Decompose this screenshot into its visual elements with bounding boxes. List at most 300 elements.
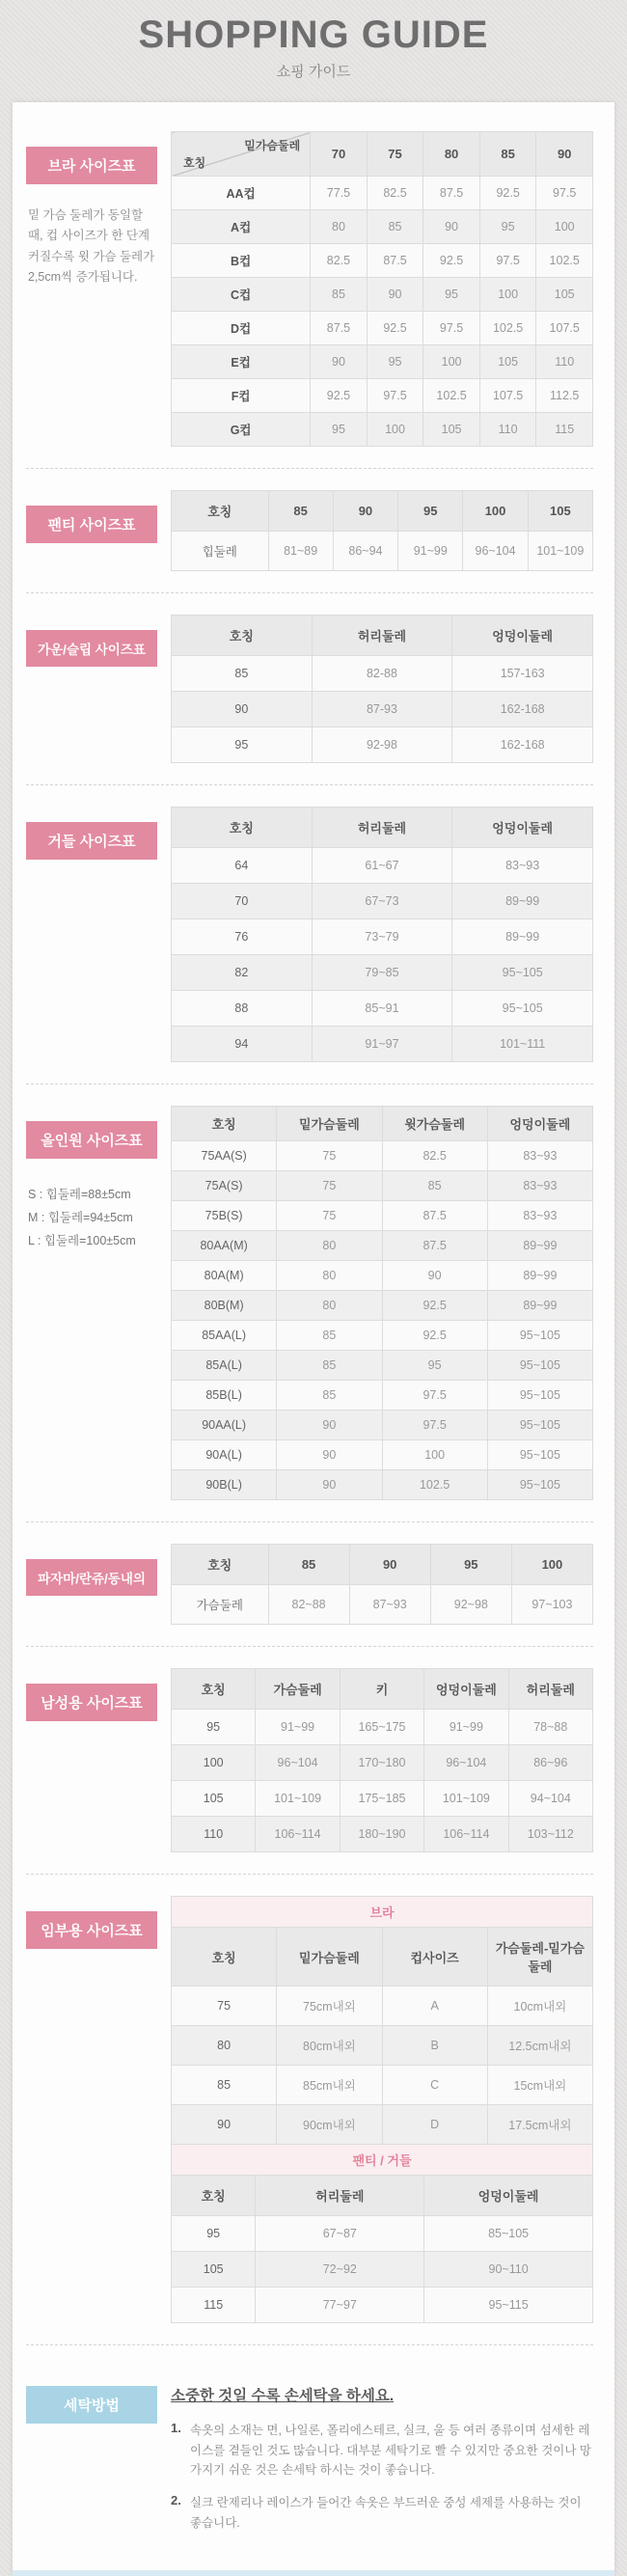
cell-value: 165~175: [340, 1710, 423, 1745]
table-row: [172, 1440, 593, 1470]
section-bra-side: [26, 131, 171, 288]
cell-value: 86~94: [333, 532, 397, 571]
page-header: [0, 0, 627, 91]
row-label: 80B(M): [172, 1291, 277, 1321]
section-divider: [26, 1521, 593, 1522]
cell-value: 89~99: [487, 1291, 592, 1321]
cell-value: B: [382, 2026, 487, 2066]
cell-value: 81~89: [268, 532, 333, 571]
row-label: 95: [172, 727, 313, 763]
column-header: 엉덩이둘레: [487, 1107, 592, 1141]
cell-value: 87.5: [423, 177, 480, 210]
cell-value: 78~88: [508, 1710, 592, 1745]
row-label: A컵: [172, 210, 311, 244]
row-label: 80AA(M): [172, 1231, 277, 1261]
corner-top-label: 밑가슴둘레: [244, 139, 301, 152]
column-header: 85: [268, 1545, 349, 1585]
bra-size-table: [171, 131, 593, 447]
cell-value: 80: [277, 1231, 382, 1261]
table-row: [172, 955, 593, 991]
cell-value: 90: [277, 1470, 382, 1500]
maternity-bra-band: 브라: [171, 1896, 593, 1927]
row-label: 75AA(S): [172, 1141, 277, 1171]
cell-value: 101~109: [424, 1781, 508, 1817]
cell-value: 103~112: [508, 1817, 592, 1852]
cell-value: 95~105: [452, 955, 593, 991]
section-men-side: [26, 1668, 171, 1721]
cell-value: 100: [367, 413, 423, 447]
column-header: 허리둘레: [312, 616, 452, 656]
section-label-bra: 브라 사이즈표: [26, 147, 157, 184]
row-label: 110: [172, 1817, 256, 1852]
table-row: [172, 244, 593, 278]
row-label: 105: [172, 1781, 256, 1817]
cell-value: 95: [311, 413, 368, 447]
cell-value: 61~67: [312, 848, 452, 884]
allinone-note-m: M : 힙둘레=94±5cm: [28, 1210, 133, 1224]
cell-value: 95~105: [487, 1411, 592, 1440]
column-header: 허리둘레: [256, 2176, 424, 2216]
cell-value: 85: [382, 1171, 487, 1201]
row-label: 80: [172, 2026, 277, 2066]
table-row: [172, 312, 593, 345]
row-label: D컵: [172, 312, 311, 345]
table-row: [172, 1411, 593, 1440]
table-row: [172, 532, 593, 571]
washing-title: 소중한 것일 수록 손세탁을 하세요.: [171, 2388, 395, 2404]
column-header: 80: [423, 132, 480, 177]
column-header: 90: [536, 132, 593, 177]
row-label: 95: [172, 2216, 256, 2252]
row-label: 64: [172, 848, 313, 884]
row-label: AA컵: [172, 177, 311, 210]
cell-value: 105: [479, 345, 536, 379]
cell-value: 100: [479, 278, 536, 312]
cell-value: 105: [536, 278, 593, 312]
washing-item-number: 2.: [171, 2492, 181, 2507]
cell-value: 79~85: [312, 955, 452, 991]
table-row: [172, 345, 593, 379]
row-label: F컵: [172, 379, 311, 413]
cell-value: 96~104: [463, 532, 528, 571]
table-header-row: [172, 1545, 593, 1585]
table-row: [172, 2066, 593, 2105]
table-row: [172, 1470, 593, 1500]
cell-value: 10cm내외: [487, 1987, 592, 2026]
cell-value: 80cm내외: [277, 2026, 382, 2066]
row-label: 75B(S): [172, 1201, 277, 1231]
section-girdle-sizes: [26, 807, 593, 1062]
cell-value: 91~99: [398, 532, 463, 571]
washing-item-text: 실크 란제리나 레이스가 들어간 속옷은 부드러운 중성 세제를 사용하는 것이 좋습니다.: [190, 2495, 582, 2530]
allinone-note-s: S : 힙둘레=88±5cm: [28, 1188, 131, 1201]
row-label: E컵: [172, 345, 311, 379]
row-label: 90AA(L): [172, 1411, 277, 1440]
table-row: [172, 278, 593, 312]
cell-value: 87~93: [349, 1585, 430, 1625]
table-row: [172, 1261, 593, 1291]
row-label: 85AA(L): [172, 1321, 277, 1351]
cell-value: 95~105: [452, 991, 593, 1027]
cell-value: 102.5: [423, 379, 480, 413]
cell-value: 102.5: [536, 244, 593, 278]
section-label-gown-slip: 가운/슬립 사이즈표: [26, 630, 157, 667]
cell-value: 162-168: [452, 692, 593, 727]
cell-value: 75: [277, 1171, 382, 1201]
cell-value: 92-98: [312, 727, 452, 763]
cell-value: 85~105: [424, 2216, 593, 2252]
cell-value: 101~109: [256, 1781, 340, 1817]
cell-value: 75: [277, 1141, 382, 1171]
bra-note: 밑 가슴 둘레가 동일할 때, 컵 사이즈가 한 단계 커질수록 윗 가슴 둘레가 2,5cm씩 증가됩니다.: [28, 208, 155, 284]
cell-value: 97.5: [382, 1411, 487, 1440]
column-header: 허리둘레: [312, 808, 452, 848]
cell-value: 90: [277, 1411, 382, 1440]
table-row: [172, 2026, 593, 2066]
cell-value: 102.5: [382, 1470, 487, 1500]
cell-value: 80: [277, 1261, 382, 1291]
washing-content: [171, 2370, 593, 2545]
cell-value: 67~73: [312, 884, 452, 919]
cell-value: 91~99: [424, 1710, 508, 1745]
table-row: [172, 991, 593, 1027]
table-row: [172, 210, 593, 244]
row-label: 70: [172, 884, 313, 919]
table-header-row: [172, 1107, 593, 1141]
girdle-size-table: [171, 807, 593, 1062]
section-divider: [26, 592, 593, 593]
cell-value: 89~99: [487, 1231, 592, 1261]
cell-value: 162-168: [452, 727, 593, 763]
cell-value: 80: [277, 1291, 382, 1321]
row-label: 95: [172, 1710, 256, 1745]
cell-value: A: [382, 1987, 487, 2026]
table-header-row: [172, 1928, 593, 1987]
cell-value: 95: [423, 278, 480, 312]
page-title: SHOPPING GUIDE: [138, 14, 489, 56]
cell-value: 92.5: [311, 379, 368, 413]
section-divider: [26, 784, 593, 785]
table-row: [172, 1291, 593, 1321]
cell-value: 83~93: [487, 1141, 592, 1171]
section-label-men: 남성용 사이즈표: [26, 1684, 157, 1721]
men-size-table: [171, 1668, 593, 1852]
section-pajama-sizes: [26, 1544, 593, 1625]
cell-value: 77.5: [311, 177, 368, 210]
cell-value: 97.5: [367, 379, 423, 413]
cell-value: 90: [367, 278, 423, 312]
gown-table-area: [171, 615, 593, 763]
cell-value: 82.5: [311, 244, 368, 278]
cell-value: 82~88: [268, 1585, 349, 1625]
table-row: [172, 1781, 593, 1817]
panty-table-area: [171, 490, 593, 571]
cell-value: 96~104: [256, 1745, 340, 1781]
column-header: 95: [430, 1545, 511, 1585]
table-header-row: [172, 616, 593, 656]
cell-value: 96~104: [424, 1745, 508, 1781]
column-header: 100: [511, 1545, 592, 1585]
section-pajama-side: [26, 1544, 171, 1596]
row-label: 75A(S): [172, 1171, 277, 1201]
cell-value: 115: [536, 413, 593, 447]
cell-value: 85: [367, 210, 423, 244]
maternity-bra-size-table: [171, 1927, 593, 2145]
table-row: [172, 2105, 593, 2145]
section-divider: [26, 1083, 593, 1084]
section-gown-slip-sizes: [26, 615, 593, 763]
row-label: C컵: [172, 278, 311, 312]
cell-value: 95~115: [424, 2288, 593, 2323]
table-row: [172, 656, 593, 692]
cell-value: 90cm내외: [277, 2105, 382, 2145]
cell-value: 97.5: [382, 1381, 487, 1411]
table-row: [172, 1321, 593, 1351]
section-label-panty: 팬티 사이즈표: [26, 506, 157, 543]
cell-value: 90: [311, 345, 368, 379]
section-panty-side: [26, 490, 171, 543]
cell-value: 92.5: [382, 1321, 487, 1351]
cell-value: 97~103: [511, 1585, 592, 1625]
cell-value: 95~105: [487, 1351, 592, 1381]
column-header: 밑가슴둘레: [277, 1107, 382, 1141]
row-label: G컵: [172, 413, 311, 447]
section-allinone-sizes: [26, 1106, 593, 1500]
cell-value: 100: [423, 345, 480, 379]
section-panty-sizes: [26, 490, 593, 571]
row-label: 가슴둘레: [172, 1585, 269, 1625]
section-label-maternity: 임부용 사이즈표: [26, 1911, 157, 1949]
pajama-table-area: [171, 1544, 593, 1625]
washing-item: [171, 2421, 593, 2480]
section-washing: [26, 2367, 593, 2545]
cell-value: 94~104: [508, 1781, 592, 1817]
section-label-pajama: 파자마/란쥬/동내의: [26, 1559, 157, 1596]
column-header: 호칭: [172, 491, 269, 532]
column-header: 허리둘레: [508, 1669, 592, 1710]
cell-value: 107.5: [479, 379, 536, 413]
cell-value: 87.5: [367, 244, 423, 278]
table-row: [172, 884, 593, 919]
cell-value: C: [382, 2066, 487, 2105]
allinone-table-area: [171, 1106, 593, 1500]
page-subtitle: 쇼핑 가이드: [276, 64, 351, 80]
cell-value: 170~180: [340, 1745, 423, 1781]
column-header: 윗가슴둘레: [382, 1107, 487, 1141]
content-card: [13, 102, 614, 2576]
cell-value: 101~111: [452, 1027, 593, 1062]
cell-value: 91~97: [312, 1027, 452, 1062]
section-label-allinone: 올인원 사이즈표: [26, 1121, 157, 1159]
cell-value: 72~92: [256, 2252, 424, 2288]
cell-value: 86~96: [508, 1745, 592, 1781]
table-header-row: [172, 1669, 593, 1710]
section-label-girdle: 거들 사이즈표: [26, 822, 157, 860]
cell-value: 75: [277, 1201, 382, 1231]
table-row: [172, 1585, 593, 1625]
column-header: 엉덩이둘레: [452, 616, 593, 656]
row-label: 90A(L): [172, 1440, 277, 1470]
cell-value: 92.5: [479, 177, 536, 210]
maternity-table-area: [171, 1896, 593, 2323]
cell-value: 12.5cm내외: [487, 2026, 592, 2066]
cell-value: 85~91: [312, 991, 452, 1027]
cell-value: 95~105: [487, 1381, 592, 1411]
row-label: 85: [172, 656, 313, 692]
gown-slip-size-table: [171, 615, 593, 763]
table-row: [172, 1351, 593, 1381]
table-header-row: [172, 808, 593, 848]
column-header: 75: [367, 132, 423, 177]
row-label: B컵: [172, 244, 311, 278]
column-header: 엉덩이둘레: [452, 808, 593, 848]
section-maternity-sizes: [26, 1896, 593, 2323]
table-row: [172, 1987, 593, 2026]
row-label: 88: [172, 991, 313, 1027]
column-header: 엉덩이둘레: [424, 2176, 593, 2216]
cell-value: 89~99: [452, 884, 593, 919]
cell-value: 82-88: [312, 656, 452, 692]
column-header: 90: [333, 491, 397, 532]
cell-value: 175~185: [340, 1781, 423, 1817]
section-divider: [26, 2344, 593, 2345]
table-row: [172, 1710, 593, 1745]
row-label: 90: [172, 2105, 277, 2145]
cell-value: 87-93: [312, 692, 452, 727]
row-label: 80A(M): [172, 1261, 277, 1291]
row-label: 85A(L): [172, 1351, 277, 1381]
cell-value: 110: [536, 345, 593, 379]
bra-corner-header: [172, 132, 311, 177]
cell-value: 87.5: [382, 1201, 487, 1231]
cell-value: 80: [311, 210, 368, 244]
allinone-size-table: [171, 1106, 593, 1500]
cell-value: 92.5: [382, 1291, 487, 1321]
table-row: [172, 848, 593, 884]
cell-value: 95~105: [487, 1440, 592, 1470]
section-men-sizes: [26, 1668, 593, 1852]
table-row: [172, 1027, 593, 1062]
cell-value: 95~105: [487, 1321, 592, 1351]
section-bra-sizes: [26, 131, 593, 447]
washing-item-text: 속옷의 소재는 면, 나일론, 폴리에스테르, 실크, 울 등 여러 종류이며 섬세한 레이스를 곁들인 것도 많습니다. 대부분 세탁기로 빨 수 있지만 중요한 것이나 망가지기 쉬운 것은 손세탁 하시는 것이 좋습니다.: [190, 2424, 592, 2478]
table-row: [172, 1381, 593, 1411]
table-row: [172, 1201, 593, 1231]
cell-value: 73~79: [312, 919, 452, 955]
cell-value: 102.5: [479, 312, 536, 345]
row-label: 90B(L): [172, 1470, 277, 1500]
washing-item: [171, 2493, 593, 2533]
allinone-notes: [26, 1184, 157, 1252]
column-header: 105: [528, 491, 592, 532]
row-label: 94: [172, 1027, 313, 1062]
column-header: 호칭: [172, 1545, 269, 1585]
table-row: [172, 1745, 593, 1781]
column-header: 호칭: [172, 2176, 256, 2216]
column-header: 호칭: [172, 1107, 277, 1141]
pajama-size-table: [171, 1544, 593, 1625]
cell-value: 100: [536, 210, 593, 244]
cell-value: 101~109: [528, 532, 592, 571]
column-header: 85: [268, 491, 333, 532]
row-label: 75: [172, 1987, 277, 2026]
table-row: [172, 692, 593, 727]
bra-table-area: [171, 131, 593, 447]
cell-value: 106~114: [256, 1817, 340, 1852]
cell-value: 87.5: [382, 1231, 487, 1261]
cell-value: 17.5cm내외: [487, 2105, 592, 2145]
cell-value: 75cm내외: [277, 1987, 382, 2026]
cell-value: 82.5: [382, 1141, 487, 1171]
row-label: 85: [172, 2066, 277, 2105]
cell-value: 82.5: [367, 177, 423, 210]
cell-value: 85: [277, 1321, 382, 1351]
section-gown-side: [26, 615, 171, 667]
table-row: [172, 1817, 593, 1852]
cell-value: 95: [367, 345, 423, 379]
column-header: 컵사이즈: [382, 1928, 487, 1987]
table-row: [172, 1141, 593, 1171]
cell-value: 157-163: [452, 656, 593, 692]
cell-value: 85: [277, 1381, 382, 1411]
section-maternity-side: [26, 1896, 171, 1949]
cell-value: 67~87: [256, 2216, 424, 2252]
cell-value: 77~97: [256, 2288, 424, 2323]
table-row: [172, 413, 593, 447]
cell-value: 92.5: [367, 312, 423, 345]
cell-value: 100: [382, 1440, 487, 1470]
cell-value: 89~99: [452, 919, 593, 955]
column-header: 키: [340, 1669, 423, 1710]
bra-header-row: [172, 132, 593, 177]
table-row: [172, 727, 593, 763]
section-label-washing: 세탁방법: [26, 2386, 157, 2424]
cell-value: 95: [479, 210, 536, 244]
column-header: 70: [311, 132, 368, 177]
cell-value: 89~99: [487, 1261, 592, 1291]
row-label: 85B(L): [172, 1381, 277, 1411]
cell-value: 90: [382, 1261, 487, 1291]
column-header: 호칭: [172, 808, 313, 848]
section-divider: [26, 1646, 593, 1647]
table-row: [172, 1231, 593, 1261]
table-row: [172, 2252, 593, 2288]
cell-value: 83~93: [487, 1201, 592, 1231]
washing-item-number: 1.: [171, 2421, 181, 2435]
column-header: 밑가슴둘레: [277, 1928, 382, 1987]
column-header: 엉덩이둘레: [424, 1669, 508, 1710]
row-label: 90: [172, 692, 313, 727]
section-allinone-side: [26, 1106, 171, 1252]
table-row: [172, 919, 593, 955]
cell-value: 83~93: [487, 1171, 592, 1201]
row-label: 100: [172, 1745, 256, 1781]
column-header: 90: [349, 1545, 430, 1585]
cell-value: 83~93: [452, 848, 593, 884]
cell-value: 87.5: [311, 312, 368, 345]
column-header: 85: [479, 132, 536, 177]
cell-value: 180~190: [340, 1817, 423, 1852]
cell-value: 107.5: [536, 312, 593, 345]
maternity-panty-girdle-size-table: [171, 2175, 593, 2323]
section-divider: [26, 468, 593, 469]
column-header: 가슴둘레-밑가슴둘레: [487, 1928, 592, 1987]
column-header: 95: [398, 491, 463, 532]
allinone-note-l: L : 힙둘레=100±5cm: [28, 1233, 136, 1247]
cell-value: 106~114: [424, 1817, 508, 1852]
table-header-row: [172, 2176, 593, 2216]
table-row: [172, 177, 593, 210]
